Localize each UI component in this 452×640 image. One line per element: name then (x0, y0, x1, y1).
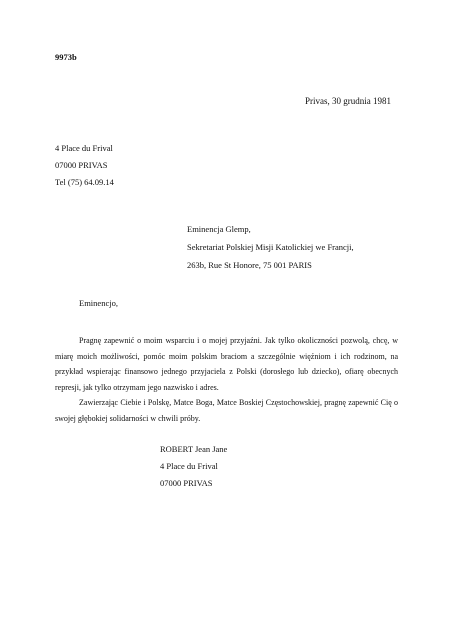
signature-street: 4 Place du Frival (160, 461, 218, 471)
sender-street: 4 Place du Frival (55, 143, 113, 153)
recipient-organization: Sekretariat Polskiej Misji Katolickiej we Francji, (187, 242, 354, 252)
body-paragraph: Zawierzając Ciebie i Polskę, Matce Boga, Matce Boskiej Częstochowskiej, pragnę zapewnić Cię o swojej głębokiej solidarności w chwili próby. (55, 398, 398, 423)
sender-city: 07000 PRIVAS (55, 160, 108, 170)
signature-block (160, 441, 227, 492)
sender-address (55, 140, 114, 191)
recipient-name: Eminencja Glemp, (187, 224, 251, 234)
recipient-street: 263b, Rue St Honore, 75 001 PARIS (187, 260, 312, 270)
body-paragraph: Pragnę zapewnić o moim wsparciu i o mojej przyjaźni. Jak tylko okoliczności pozwolą, chcę, w miarę moich możliwości, pomóc moim polskim braciom a szczególnie więźniom i ich rodzinom, na przykład wspierając finansowo jednego przyjaciela z Polski (dorosłego lub dziecko), ofiarę obecnych represji, jak tylko otrzymam jego nazwisko i adres. (55, 336, 398, 392)
sender-phone: Tel (75) 64.09.14 (55, 177, 114, 187)
recipient-address (187, 220, 354, 274)
reference-number: 9973b (55, 52, 77, 62)
salutation: Eminencjo, (79, 298, 118, 308)
letter-body (55, 333, 398, 426)
signature-city: 07000 PRIVAS (160, 478, 213, 488)
signature-name: ROBERT Jean Jane (160, 444, 228, 454)
letter-date: Privas, 30 grudnia 1981 (305, 96, 391, 106)
